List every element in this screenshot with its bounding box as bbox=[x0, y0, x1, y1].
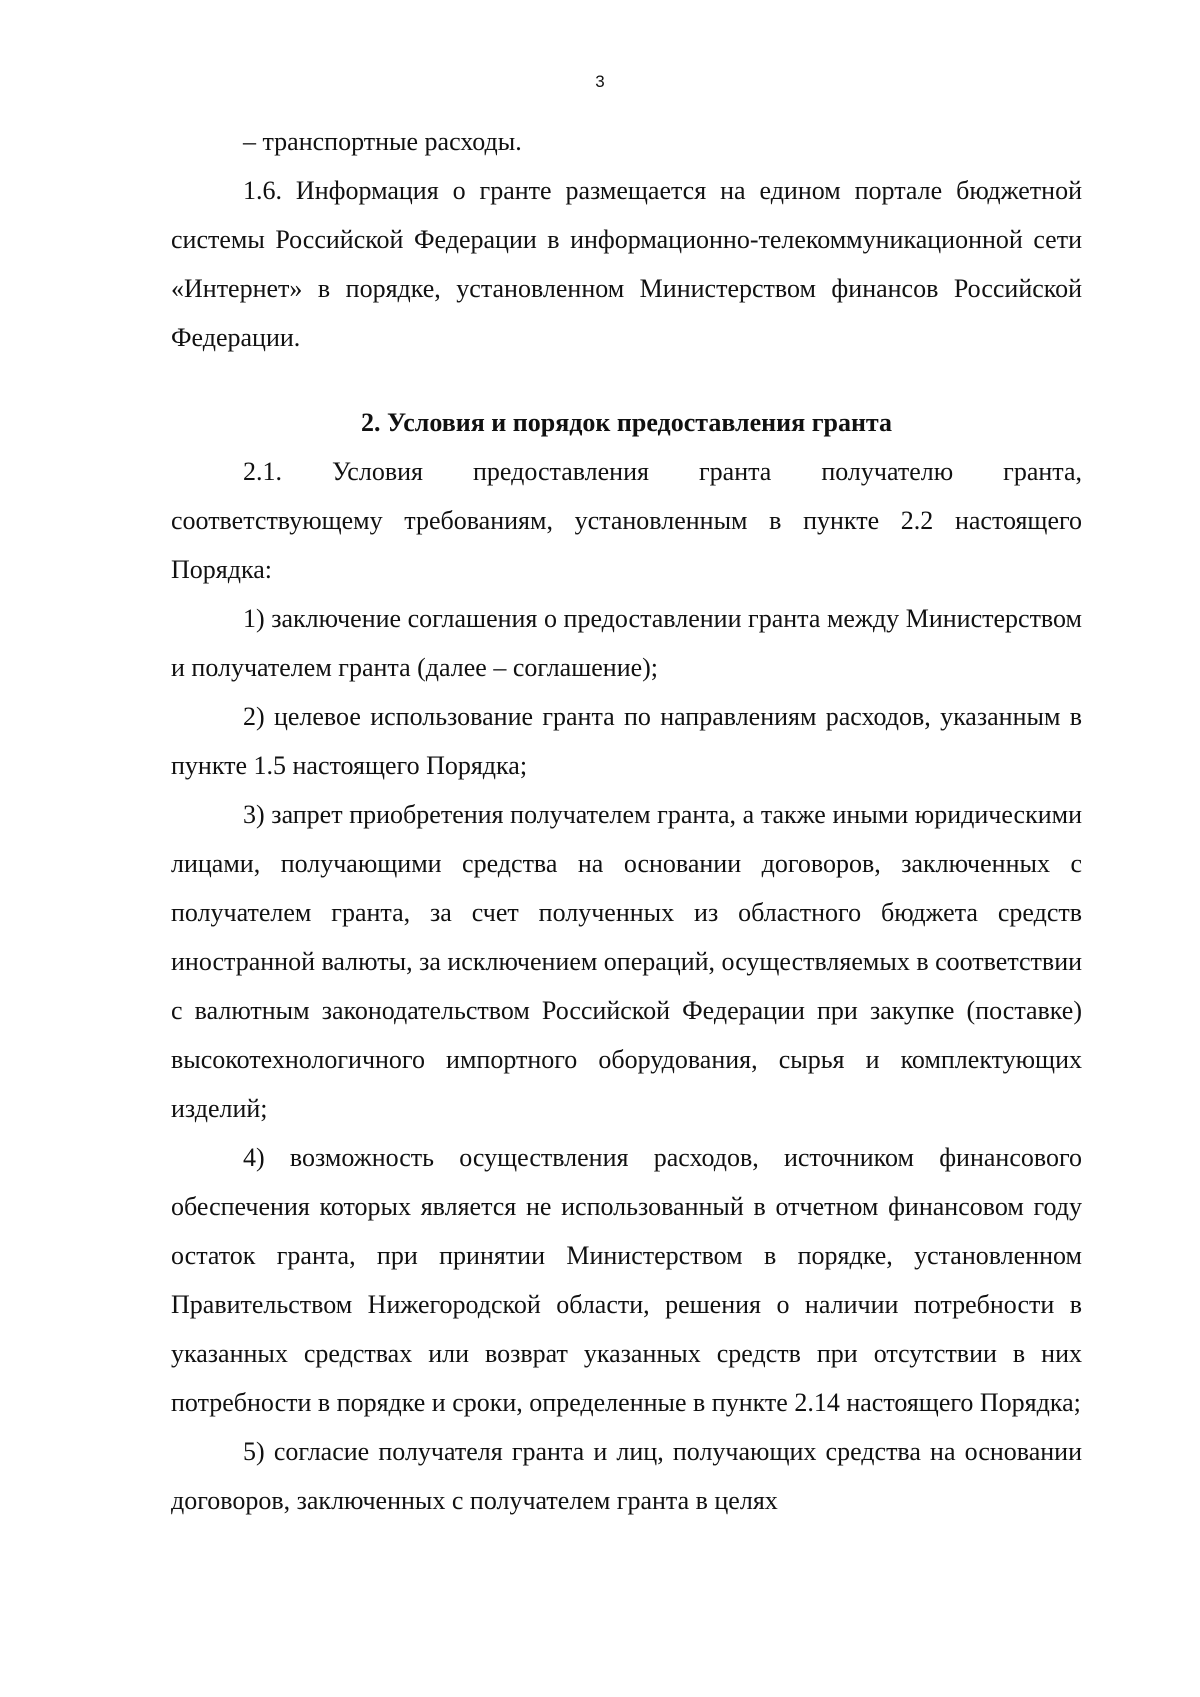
document-body bbox=[171, 117, 1082, 1525]
page-number: 3 bbox=[595, 72, 605, 91]
paragraph-2-1: 2.1. Условия предоставления гранта получателю гранта, соответствующему требованиям, установленным в пункте 2.2 настоящего Порядка: bbox=[171, 457, 1082, 584]
list-item-4: 4) возможность осуществления расходов, источником финансового обеспечения которых является не использованный в отчетном финансовом году остаток гранта, при принятии Министерством в порядке, установленном Правительством Нижегородской области, решения о наличии потребности в указанных средствах или возврат указанных средств при отсутствии в них потребности в порядке и сроки, определенные в пункте 2.14 настоящего Порядка; bbox=[171, 1143, 1082, 1417]
list-item-3: 3) запрет приобретения получателем гранта, а также иными юридическими лицами, получающими средства на основании договоров, заключенных с получателем гранта, за счет полученных из областного бюджета средств иностранной валюты, за исключением операций, осуществляемых в соответствии с валютным законодательством Российской Федерации при закупке (поставке) высокотехнологичного импортного оборудования, сырья и комплектующих изделий; bbox=[171, 800, 1083, 1123]
list-item-2: 2) целевое использование гранта по направлениям расходов, указанным в пункте 1.5 настоящего Порядка; bbox=[171, 702, 1082, 780]
paragraph-1-6: 1.6. Информация о гранте размещается на едином портале бюджетной системы Российской Федерации в информационно-телекоммуникационной сети «Интернет» в порядке, установленном Министерством финансов Российской Федерации. bbox=[171, 176, 1082, 352]
list-item-1: 1) заключение соглашения о предоставлении гранта между Министерством и получателем гранта (далее – соглашение); bbox=[171, 604, 1082, 682]
paragraph-transport-expenses: – транспортные расходы. bbox=[243, 127, 522, 156]
list-item-5: 5) согласие получателя гранта и лиц, получающих средства на основании договоров, заключенных с получателем гранта в целях bbox=[171, 1437, 1082, 1515]
section-heading: 2. Условия и порядок предоставления гранта bbox=[360, 408, 893, 437]
